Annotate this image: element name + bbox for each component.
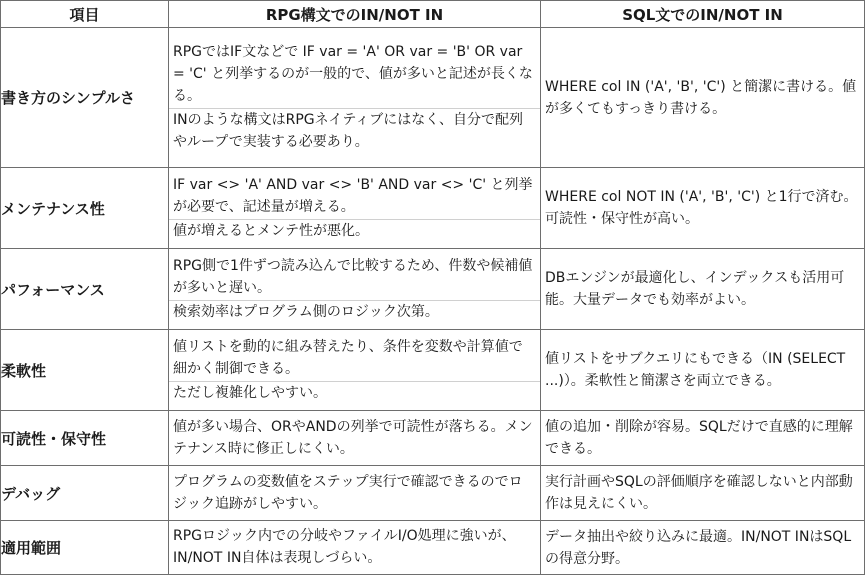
table-row [1, 168, 865, 249]
rpg-cell [169, 411, 541, 466]
sql-note: WHERE col IN ('A', 'B', 'C') と簡潔に書ける。値が多くてもすっきり書ける。 [545, 78, 857, 117]
header-sql: SQL文でのIN/NOT IN [541, 1, 865, 28]
rpg-cell [169, 28, 541, 168]
rpg-note: 値が増えるとメンテ性が悪化。 [169, 219, 540, 243]
row-topic: デバッグ [1, 466, 169, 521]
rpg-note: INのような構文はRPGネイティブにはなく、自分で配列やループで実装する必要あり。 [169, 108, 540, 154]
sql-cell [541, 521, 865, 575]
sql-cell [541, 330, 865, 411]
sql-cell [541, 249, 865, 330]
rpg-cell [169, 330, 541, 411]
rpg-note: RPGではIF文などで IF var = 'A' OR var = 'B' OR var = 'C' と列挙するのが一般的で、値が多いと記述が長くなる。 [173, 44, 533, 104]
table-row [1, 249, 865, 330]
rpg-cell [169, 168, 541, 249]
table-row [1, 466, 865, 521]
row-topic: 適用範囲 [1, 521, 169, 575]
sql-note: 値リストをサブクエリにもできる（IN (SELECT ...)）。柔軟性と簡潔さを両立できる。 [545, 351, 846, 389]
rpg-note: RPG側で1件ずつ読み込んで比較するため、件数や候補値が多いと遅い。 [173, 257, 533, 296]
sql-note: 値の追加・削除が容易。SQLだけで直感的に理解できる。 [545, 419, 853, 457]
rpg-cell [169, 466, 541, 521]
table-row [1, 521, 865, 575]
sql-cell [541, 466, 865, 521]
rpg-note: 値リストを動的に組み替えたり、条件を変数や計算値で細かく制御できる。 [173, 338, 523, 377]
rpg-note: IF var <> 'A' AND var <> 'B' AND var <> 'C' と列挙が必要で、記述量が増える。 [173, 176, 533, 215]
table-row [1, 28, 865, 168]
row-topic: パフォーマンス [1, 249, 169, 330]
table-row [1, 411, 865, 466]
rpg-note: RPGロジック内での分岐やファイルI/O処理に強いが、IN/NOT IN自体は表現しづらい。 [173, 528, 516, 566]
row-topic: メンテナンス性 [1, 168, 169, 249]
sql-note: データ抽出や絞り込みに最適。IN/NOT INはSQLの得意分野。 [545, 528, 852, 567]
rpg-cell [169, 521, 541, 575]
row-topic: 書き方のシンプルさ [1, 28, 169, 168]
header-item: 項目 [1, 1, 169, 28]
sql-note: 実行計画やSQLの評価順序を確認しないと内部動作は見えにくい。 [545, 474, 853, 512]
rpg-note: 値が多い場合、ORやANDの列挙で可読性が落ちる。メンテナンス時に修正しにくい。 [173, 418, 533, 457]
rpg-cell [169, 249, 541, 330]
rpg-note: 検索効率はプログラム側のロジック次第。 [169, 300, 540, 324]
sql-cell [541, 168, 865, 249]
header-row [1, 1, 865, 28]
rpg-note: プログラムの変数値をステップ実行で確認できるのでロジック追跡がしやすい。 [173, 473, 523, 512]
header-rpg: RPG構文でのIN/NOT IN [169, 1, 541, 28]
sql-note: WHERE col NOT IN ('A', 'B', 'C') と1行で済む。可読性・保守性が高い。 [545, 189, 858, 227]
row-topic: 柔軟性 [1, 330, 169, 411]
sql-cell [541, 411, 865, 466]
row-topic: 可読性・保守性 [1, 411, 169, 466]
sql-note: DBエンジンが最適化し、インデックスも活用可能。大量データでも効率がよい。 [545, 270, 845, 308]
table-row [1, 330, 865, 411]
sql-cell [541, 28, 865, 168]
rpg-note: ただし複雑化しやすい。 [169, 381, 540, 405]
